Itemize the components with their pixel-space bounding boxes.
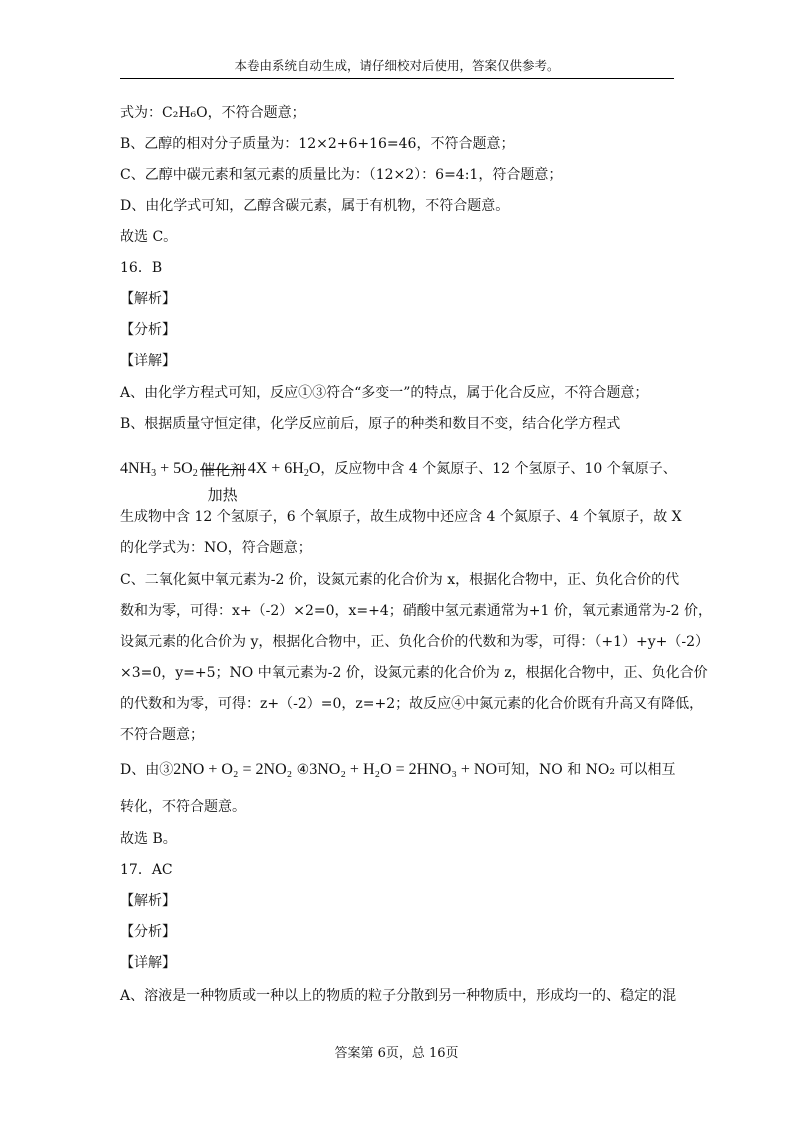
text-line: B、根据质量守恒定律，化学反应前后，原子的种类和数目不变，结合化学方程式 — [120, 416, 621, 432]
text-line: 不符合题意； — [120, 727, 204, 743]
text-line: D、由化学式可知，乙醇含碳元素，属于有机物，不符合题意。 — [120, 198, 510, 214]
text-line: 设氮元素的化合价为 y，根据化合物中，正、负化合价的代数和为零，可得：（+1）+y+（-2） — [120, 634, 710, 650]
equation-line: D、由③2NO + O₂ = 2NO₂ ④3NO₂ + H₂O = 2HNO₃ + NO可知，NO 和 NO₂ 可以相互 — [120, 761, 676, 778]
text-line: 的代数和为零，可得：z+（-2）=0，z=+2；故反应④中氮元素的化合价既有升高又有降低， — [120, 696, 704, 712]
equation-no2-water: 3NO₂ + H₂O = 2HNO₃ + NO — [309, 761, 498, 778]
text-line: A、溶液是一种物质或一种以上的物质的粒子分散到另一种物质中，形成均一的、稳定的混 — [120, 988, 677, 1004]
text-line: C、乙醇中碳元素和氢元素的质量比为：（12×2）：6=4:1，符合题意； — [120, 167, 563, 183]
text-line: 转化，不符合题意。 — [120, 799, 246, 815]
section-label: 【分析】 — [120, 924, 176, 940]
question-number: 16．B — [120, 260, 163, 276]
text-line: 的化学式为：NO，符合题意； — [120, 540, 312, 556]
text-line: C、二氧化氮中氧元素为-2 价，设氮元素的化合价为 x，根据化合物中，正、负化合价的代 — [120, 572, 680, 588]
equation-no-oxidation: 2NO + O₂ = 2NO₂ — [173, 761, 293, 778]
text-line: ×3=0，y=+5；NO 中氧元素为-2 价，设氮元素的化合价为 z，根据化合物中，正、负化合价 — [120, 665, 708, 681]
section-label: 【分析】 — [120, 322, 176, 338]
text-line: 故选 B。 — [120, 831, 177, 847]
section-label: 【详解】 — [120, 955, 176, 971]
section-label: 【详解】 — [120, 353, 176, 369]
text-line: 故选 C。 — [120, 229, 178, 245]
section-label: 【解析】 — [120, 291, 176, 307]
text-line: A、由化学方程式可知，反应①③符合“多变一”的特点，属于化合反应，不符合题意； — [120, 385, 649, 401]
text-line: B、乙醇的相对分子质量为：12×2+6+16=46，不符合题意； — [120, 136, 515, 152]
equation-products: $4X + 6H_2O$ — [247, 460, 321, 479]
text-line: 生成物中含 12 个氢原子，6 个氧原子，故生成物中还应含 4 个氮原子、4 个氧原子，故 X — [120, 509, 682, 525]
page-header: 本卷由系统自动生成，请仔细校对后使用，答案仅供参考。 — [120, 56, 674, 79]
reaction-condition: 催化剂 加热 — [200, 461, 246, 504]
question-number: 17．AC — [120, 862, 173, 878]
page-footer: 答案第 6页，总 16页 — [334, 1046, 459, 1061]
section-label: 【解析】 — [120, 893, 176, 909]
text-line: 数和为零，可得：x+（-2）×2=0，x=+4；硝酸中氢元素通常为+1 价，氧元素通常为-2 价， — [120, 603, 712, 619]
text-line: 式为：C₂H₆O，不符合题意； — [120, 105, 306, 121]
equation-reactants: $4NH_3 + 5O_2$ — [120, 460, 198, 479]
equation-line: $4NH_3 + 5O_2$ 催化剂 加热 $4X + 6H_2O$，反应物中含 4 个氮原子、12 个氢原子、10 个氧原子、 — [120, 446, 676, 492]
